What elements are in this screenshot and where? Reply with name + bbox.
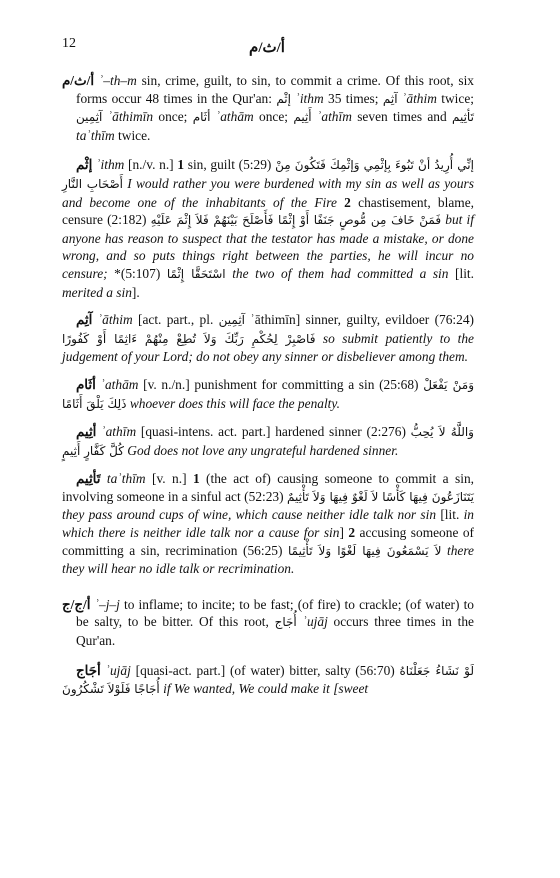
definition-text: ]. bbox=[131, 284, 140, 300]
arabic-quotation: يَتَنَازَعُونَ فِيهَا كَأْسًا لاَ لَغْوٌ فِيهَا وَلاَ تَأْثِيمٌ bbox=[287, 489, 474, 504]
subentry-ithm bbox=[62, 156, 474, 301]
headword-transliteration: ʾathīm bbox=[101, 424, 137, 440]
definition-text: ] bbox=[339, 525, 349, 541]
headword-arabic: آثِم bbox=[76, 312, 93, 328]
headword-transliteration: taʾthīm bbox=[106, 471, 146, 487]
definition-text: [act. part., pl. bbox=[137, 312, 219, 328]
arabic-quotation: وَمَنْ يَفْعَلْ ذَلِكَ يَلْقَ أَثَامًا bbox=[62, 377, 474, 411]
arabic-quotation: لاَ يَسْمَعُونَ فِيهَا لَغْوًا وَلاَ تَأْثِيمًا bbox=[287, 543, 442, 558]
definition-text: [v. n.] bbox=[152, 471, 193, 487]
sense-number: 2 bbox=[344, 194, 351, 210]
translation-text: whoever does this will face the penalty. bbox=[126, 395, 340, 411]
headword-transliteration: ʾathām bbox=[100, 376, 139, 392]
definition-text: [v. n./n.] punishment for committing a sin (25:68) bbox=[143, 376, 424, 392]
form-transliteration: ʾujāj bbox=[302, 614, 328, 630]
sense-number: 1 bbox=[177, 157, 185, 173]
translation-text: if We wanted, We could make it [sweet bbox=[159, 681, 369, 697]
arabic-quotation: وَاللَّهُ لاَ يُحِبُّ كُلَّ كَفَّارٍ أَثِيمٍ bbox=[62, 425, 474, 458]
sense-number: 2 bbox=[348, 525, 356, 541]
root-entry-a-th-m bbox=[62, 72, 474, 144]
form-count: occurs three times in the Qur'an. bbox=[76, 614, 474, 649]
definition-text: ʾāthimīn] sinner, guilty, evildoer (76:24) bbox=[245, 312, 474, 328]
translation-text: the two of them had committed a sin bbox=[225, 265, 449, 281]
root-transliteration: ʾ–th–m bbox=[98, 73, 137, 88]
definition-text: [lit. bbox=[436, 507, 464, 523]
headword-transliteration: ʾithm bbox=[96, 157, 125, 173]
translation-text: there they will hear no idle talk or recrimination. bbox=[62, 542, 474, 577]
root-gloss: to inflame; to incite; to be fast; (of fire) to crackle; (of water) to be salty, to be bitter. Of this root, bbox=[76, 596, 474, 630]
root-transliteration: ʾ–j–j bbox=[94, 596, 120, 612]
arabic-quotation: فَمَنْ خَافَ مِن مُّوصٍ جَنَفًا أَوْ إِثْمًا فَأَصْلَحَ بَيْنَهُمْ فَلاَ إِثْمَ عَلَيْهِ bbox=[150, 213, 442, 228]
translation-text: in which there is neither idle talk nor a cause for sin bbox=[62, 507, 474, 541]
root-gloss: sin, crime, guilt, to sin, to commit a crime. Of this root, six forms occur 48 times in the Qur'an: bbox=[76, 73, 474, 106]
translation-text: merited a sin bbox=[62, 284, 132, 300]
headword-arabic: أجَاج bbox=[76, 662, 101, 678]
headword-arabic: أثَام bbox=[76, 376, 96, 392]
subentry-athim bbox=[62, 311, 474, 366]
translation-text: but if anyone has reason to suspect that the testator has made a mistake, or done wrong, and so puts things right between the parties, he will incur no censure; bbox=[62, 212, 474, 281]
definition-text: accusing someone of committing a sin, recrimination (56:25) bbox=[62, 525, 474, 558]
form-arabic: أُجَاج bbox=[274, 615, 297, 630]
running-head: أ/ث/م bbox=[249, 40, 285, 56]
form-summary: إثْم ʾithm 35 times; آثِم ʾāthim twice; آثِمِين ʾāthimīn once; أثَام ʾathām once; أَثِيم ʾathīm seven times and تَأثِيم taʾthīm twice. bbox=[76, 90, 474, 143]
subentry-atham bbox=[62, 376, 474, 413]
translation-text: they pass around cups of wine, which cause neither idle talk nor sin bbox=[62, 507, 437, 523]
page-number: 12 bbox=[62, 36, 76, 51]
arabic-quotation: اسْتَحَقَّا إِثْمًا bbox=[166, 266, 226, 281]
headword-transliteration: ʾāthim bbox=[97, 312, 133, 328]
definition-text: chastisement, blame, censure (2:182) bbox=[62, 194, 475, 228]
root-arabic: أ/ج/ج bbox=[62, 596, 91, 612]
subentry-ujaj bbox=[62, 662, 474, 699]
definition-text: [lit. bbox=[448, 265, 474, 281]
headword-arabic: إثْم bbox=[76, 157, 93, 173]
arabic-quotation: فَاصْبِرْ لِحُكْمِ رَبِّكَ وَلاَ تُطِعْ مِنْهُمْ ءَاثِمًا أَوْ كَفُورًا bbox=[62, 331, 316, 346]
definition-text: *(5:107) bbox=[107, 265, 167, 281]
translation-text: God does not love any ungrateful hardened sinner. bbox=[123, 442, 399, 458]
arabic-quotation: آثِمِين bbox=[218, 313, 246, 328]
headword-arabic: تَأثِيم bbox=[76, 471, 101, 487]
definition-text: [n./v. n.] bbox=[128, 157, 178, 173]
subentry-athim-intensive bbox=[62, 423, 474, 460]
definition-text: (the act of) causing someone to commit a sin, involving someone in a sinful act (52:23) bbox=[62, 471, 474, 504]
root-arabic: أ/ث/م bbox=[62, 73, 95, 88]
dictionary-content bbox=[62, 72, 474, 709]
subentry-tathim bbox=[62, 470, 474, 578]
arabic-quotation: إنِّي أُرِيدُ أنْ تَبُوءَ بِإثْمِي وَإثْمِكَ فَتَكُونَ مِنْ أَصْحَابِ النَّارِ bbox=[62, 158, 474, 191]
root-entry-a-j-j bbox=[62, 596, 474, 650]
definition-text: [quasi-act. part.] (of water) bitter, salty (56:70) bbox=[135, 662, 400, 678]
page-header bbox=[62, 36, 472, 60]
headword-transliteration: ʾujāj bbox=[105, 662, 131, 678]
definition-text: [quasi-intens. act. part.] hardened sinner (2:276) bbox=[140, 424, 411, 440]
translation-text: so submit patiently to the judgement of your Lord; do not obey any sinner or disbeliever among them. bbox=[62, 330, 474, 365]
headword-arabic: أثِيم bbox=[76, 424, 97, 440]
arabic-quotation: لَوْ نَشَاءُ جَعَلْنَاهُ أُجَاجًا فَلَوْلاَ تَشْكُرُونَ bbox=[62, 663, 474, 697]
definition-text: sin, guilt (5:29) bbox=[184, 157, 276, 173]
translation-text: I would rather you were burdened with my sin as well as yours and become one of the inhabitants of the Fire bbox=[62, 175, 474, 210]
sense-number: 1 bbox=[192, 471, 200, 487]
